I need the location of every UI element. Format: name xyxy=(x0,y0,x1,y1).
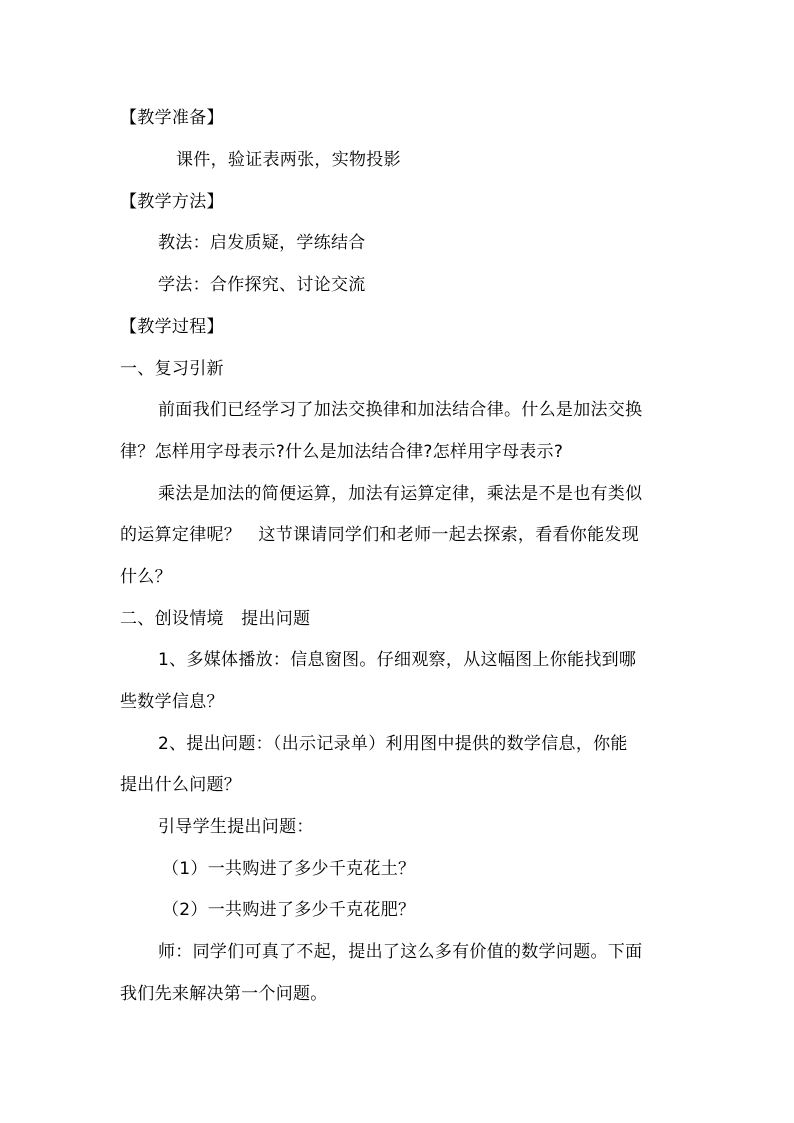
section-create-situation: 二、创设情境 提出问题 xyxy=(120,609,311,629)
teacher-remark-line-1: 师：同学们可真了不起，提出了这么多有价值的数学问题。下面 xyxy=(158,942,643,962)
heading-teaching-methods: 【教学方法】 xyxy=(120,192,224,212)
paragraph-multiplication-line-3: 什么？ xyxy=(120,567,172,587)
teacher-remark-line-2: 我们先来解决第一个问题。 xyxy=(120,984,328,1004)
step-1-line-2: 些数学信息？ xyxy=(120,692,224,712)
paragraph-review-line-1: 前面我们已经学习了加法交换律和加法结合律。什么是加法交换 xyxy=(158,400,643,420)
step-2-line-1: 2、提出问题：（出示记录单）利用图中提供的数学信息，你能 xyxy=(158,734,628,754)
question-1: （1）一共购进了多少千克花土？ xyxy=(162,859,416,879)
text-guide-students: 引导学生提出问题： xyxy=(158,817,314,837)
paragraph-multiplication-line-1: 乘法是加法的简便运算，加法有运算定律，乘法是不是也有类似 xyxy=(158,484,643,504)
text-preparation-materials: 课件，验证表两张，实物投影 xyxy=(176,150,401,170)
text-teaching-method: 教法：启发质疑，学练结合 xyxy=(158,233,366,253)
paragraph-multiplication-line-2: 的运算定律呢？ 这节课请同学们和老师一起去探索，看看你能发现 xyxy=(120,525,639,545)
question-2: （2）一共购进了多少千克花肥？ xyxy=(162,900,416,920)
step-1-line-1: 1、多媒体播放：信息窗图。仔细观察，从这幅图上你能找到哪 xyxy=(158,650,637,670)
heading-teaching-preparation: 【教学准备】 xyxy=(120,108,224,128)
step-2-line-2: 提出什么问题？ xyxy=(120,775,242,795)
paragraph-review-line-2: 律？怎样用字母表示?什么是加法结合律?怎样用字母表示? xyxy=(120,442,564,462)
heading-teaching-process: 【教学过程】 xyxy=(120,317,224,337)
section-review: 一、复习引新 xyxy=(120,359,224,379)
text-learning-method: 学法：合作探究、讨论交流 xyxy=(158,275,366,295)
